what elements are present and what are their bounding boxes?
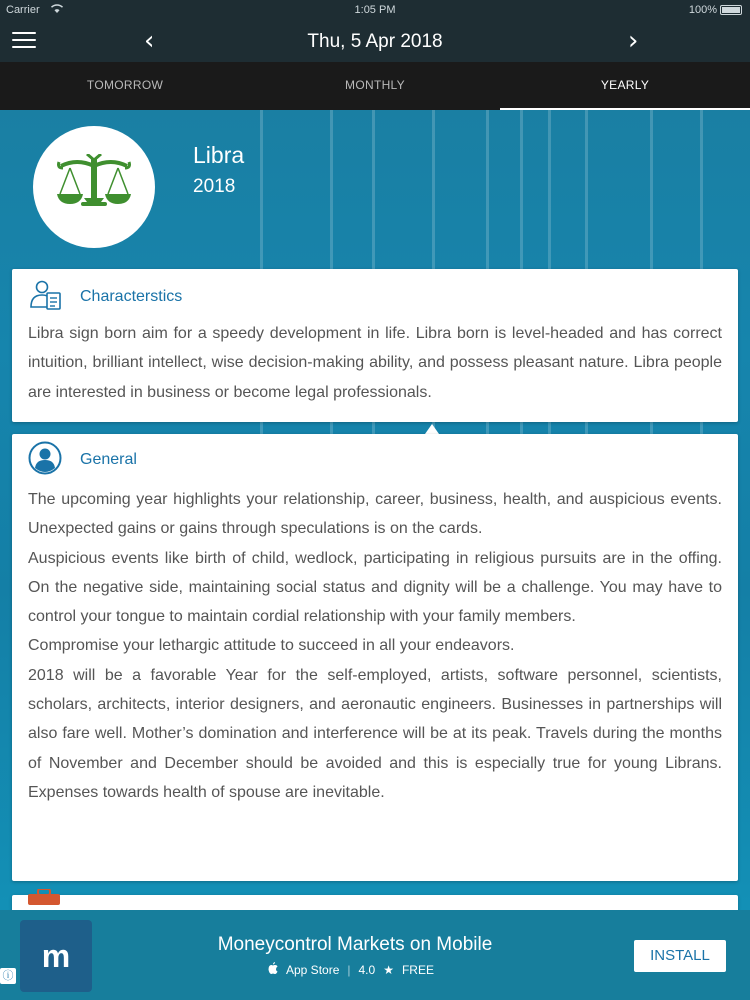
ad-rating: 4.0 xyxy=(358,962,376,977)
general-card xyxy=(12,434,738,881)
general-paragraph: 2018 will be a favorable Year for the self-employed, artists, software personnel, scientists, scholars, architects, interior designers, and aeronautic engineers. Businesses in partnerships will also fare well. Mother’s domination and interference will be at its peak. Travels during the months of November and December should be avoided and this is especially true for young Librans. Expenses towards health of spouse are inevitable. xyxy=(28,666,722,801)
general-text xyxy=(28,485,722,807)
characteristics-title: Characterstics xyxy=(80,288,183,305)
battery-percent: 100% xyxy=(688,4,717,16)
ad-meta: App Store | 4.0 ★ FREE xyxy=(268,962,434,977)
period-tabs xyxy=(0,62,750,110)
star-icon: ★ xyxy=(383,962,394,977)
characteristics-text: Libra sign born aim for a speedy development in life. Libra born is level-headed and has correct intuition, brilliant intellect, wise decision-making ability, and possess pleasant nature. Libra people are interested in business or become legal professionals. xyxy=(28,325,722,401)
characteristics-card xyxy=(12,269,738,422)
date-title: Thu, 5 Apr 2018 xyxy=(307,31,443,52)
ad-store: App Store xyxy=(286,962,340,977)
battery-icon xyxy=(720,5,742,15)
general-title: General xyxy=(80,451,137,468)
sign-year: 2018 xyxy=(193,176,236,197)
ad-title[interactable]: Moneycontrol Markets on Mobile xyxy=(217,934,493,955)
libra-sign-icon xyxy=(33,126,155,248)
chevron-left-icon[interactable]: ‹ xyxy=(144,26,155,56)
user-icon xyxy=(28,441,62,480)
chevron-right-icon[interactable]: › xyxy=(628,26,639,56)
pointer-notch xyxy=(425,424,439,434)
tab-monthly[interactable]: MONTHLY xyxy=(345,78,405,92)
ad-logo-letter: m xyxy=(41,937,71,974)
tab-yearly[interactable]: YEARLY xyxy=(500,62,750,110)
install-button[interactable]: INSTALL xyxy=(634,940,726,972)
sign-name: Libra xyxy=(193,142,245,168)
profile-card-icon xyxy=(28,279,62,316)
general-paragraph: The upcoming year highlights your relationship, career, business, health, and auspicious events. Unexpected gains or gains through speculations is on the cards. xyxy=(28,491,722,538)
general-paragraph: Compromise your lethargic attitude to succeed in all your endeavors. xyxy=(28,637,515,655)
ad-choices-icon[interactable]: ⓘ xyxy=(0,968,16,984)
apple-icon xyxy=(268,962,278,977)
nav-header xyxy=(0,22,750,62)
ad-price: FREE xyxy=(401,962,434,977)
ad-app-logo[interactable] xyxy=(20,920,92,992)
status-bar xyxy=(0,0,750,22)
briefcase-icon xyxy=(26,889,62,910)
carrier-label: Carrier xyxy=(6,4,40,16)
battery-indicator xyxy=(689,4,742,16)
tab-tomorrow[interactable]: TOMORROW xyxy=(86,78,164,92)
clock: 1:05 PM xyxy=(354,4,396,16)
general-paragraph: Auspicious events like birth of child, wedlock, participating in religious pursuits are in the offing. On the negative side, maintaining social status and dignity will be a challenge. You may have to control your tongue to maintain cordial relationship with your family members. xyxy=(28,549,722,626)
